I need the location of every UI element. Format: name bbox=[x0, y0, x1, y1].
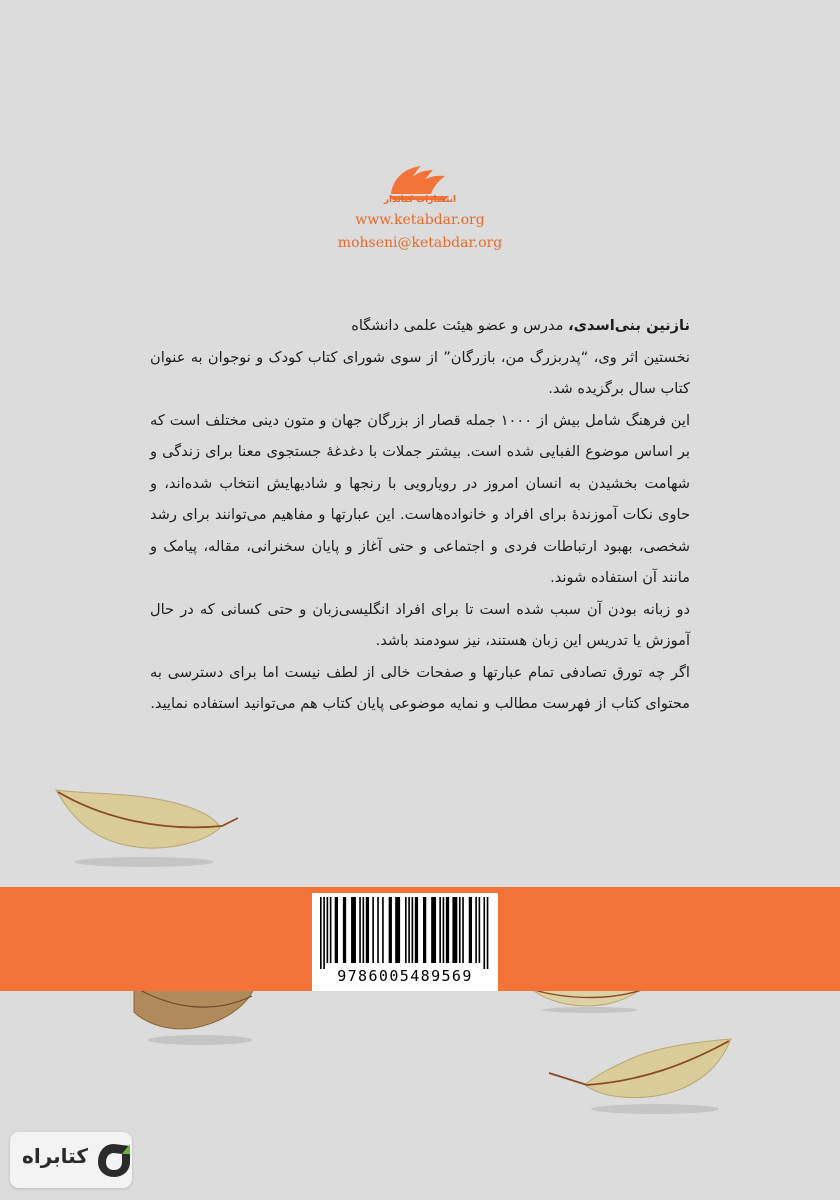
ketabrah-badge[interactable] bbox=[10, 1132, 132, 1188]
publisher-website[interactable]: www.ketabdar.org bbox=[355, 212, 485, 228]
barcode-bar bbox=[412, 897, 414, 963]
author-name: نازنین بنی‌اسدی، bbox=[568, 317, 690, 334]
ketabrah-label: کتابراه bbox=[22, 1144, 88, 1168]
barcode-bar bbox=[372, 897, 374, 963]
barcode-bar bbox=[335, 897, 338, 963]
barcode-bar bbox=[487, 897, 489, 969]
barcode-bar bbox=[431, 897, 436, 963]
barcode-bar bbox=[395, 897, 400, 963]
publisher-email[interactable]: mohseni@ketabdar.org bbox=[337, 235, 503, 251]
barcode-bar bbox=[366, 897, 369, 963]
barcode-bar bbox=[443, 897, 445, 963]
isbn-number: 9786005489569 bbox=[337, 967, 473, 985]
barcode-bar bbox=[351, 897, 356, 963]
leaf-icon bbox=[545, 1035, 735, 1115]
barcode-bar bbox=[359, 897, 361, 963]
barcode-bar bbox=[415, 897, 418, 963]
barcode-bar bbox=[423, 897, 426, 963]
bilingual-paragraph: دو زبانه بودن آن سبب شده است تا برای افراد انگلیسی‌زبان و حتی کسانی که در حال آموزش یا تدریس این زبان هستند، نیز سودمند باشد. bbox=[150, 600, 690, 649]
book-description bbox=[150, 310, 690, 720]
barcode-bar bbox=[469, 897, 472, 963]
content-paragraph: این فرهنگ شامل بیش از ۱۰۰۰ جمله قصار از بزرگان جهان و متون دینی مختلف است که بر اساس موضوع الفبایی شده است. بیشتر جملات با دغدغۀ جستجوی معنا برای زندگی و شهامت بخشیدن به انسان امروز در رویارویی با رنجها و شادیهایش انتخاب شده‌اند، و حاوی نکات آموزندۀ برای افراد و خانواده‌هاست. این عبارتها و مفاهیم می‌توانند برای رشد شخصی، بهبود ارتباطات فردی و اجتماعی و حتی آغاز و پایان سخنرانی، مقاله، پیامک و مانند آن استفاده شوند. bbox=[150, 411, 691, 586]
barcode-bar bbox=[459, 897, 461, 963]
barcode-bar bbox=[323, 897, 325, 969]
barcode-bar bbox=[343, 897, 346, 963]
barcode-bars bbox=[318, 897, 492, 969]
publisher-logo-text: انتشارات کتابدار bbox=[383, 195, 457, 205]
leaf-icon bbox=[52, 788, 242, 868]
award-paragraph: نخستین اثر وی، “پدربزرگ من، بازرگان” از سوی شورای کتاب کودک و نوجوان به عنوان کتاب سال برگزیده شد. bbox=[150, 348, 690, 397]
barcode-bar bbox=[389, 897, 392, 963]
barcode-bar bbox=[327, 897, 329, 963]
barcode-bar bbox=[320, 897, 322, 969]
author-bio: مدرس و عضو هیئت علمی دانشگاه bbox=[351, 317, 569, 334]
barcode-bar bbox=[382, 897, 384, 963]
leaf-icon bbox=[530, 988, 645, 1016]
barcode-bar bbox=[363, 897, 365, 963]
barcode-bar bbox=[330, 897, 332, 963]
barcode-bar bbox=[446, 897, 449, 963]
barcode-bar bbox=[405, 897, 407, 963]
isbn-barcode bbox=[312, 893, 498, 991]
barcode-bar bbox=[377, 897, 379, 963]
barcode-bar bbox=[462, 897, 464, 963]
barcode-bar bbox=[439, 897, 441, 963]
barcode-bar bbox=[452, 897, 457, 963]
usage-paragraph: اگر چه تورق تصادفی تمام عبارتها و صفحات خالی از لطف نیست اما برای دسترسی به محتوای کتاب از فهرست مطالب و نمایه موضوعی پایان کتاب هم می‌توانید استفاده نمایید. bbox=[150, 663, 690, 712]
barcode-bar bbox=[479, 897, 481, 963]
leaf-icon bbox=[130, 988, 255, 1048]
barcode-bar bbox=[483, 897, 485, 969]
barcode-bar bbox=[475, 897, 477, 963]
ketabrah-logo-icon bbox=[94, 1140, 134, 1180]
barcode-bar bbox=[408, 897, 410, 963]
intro-paragraph bbox=[150, 310, 690, 342]
